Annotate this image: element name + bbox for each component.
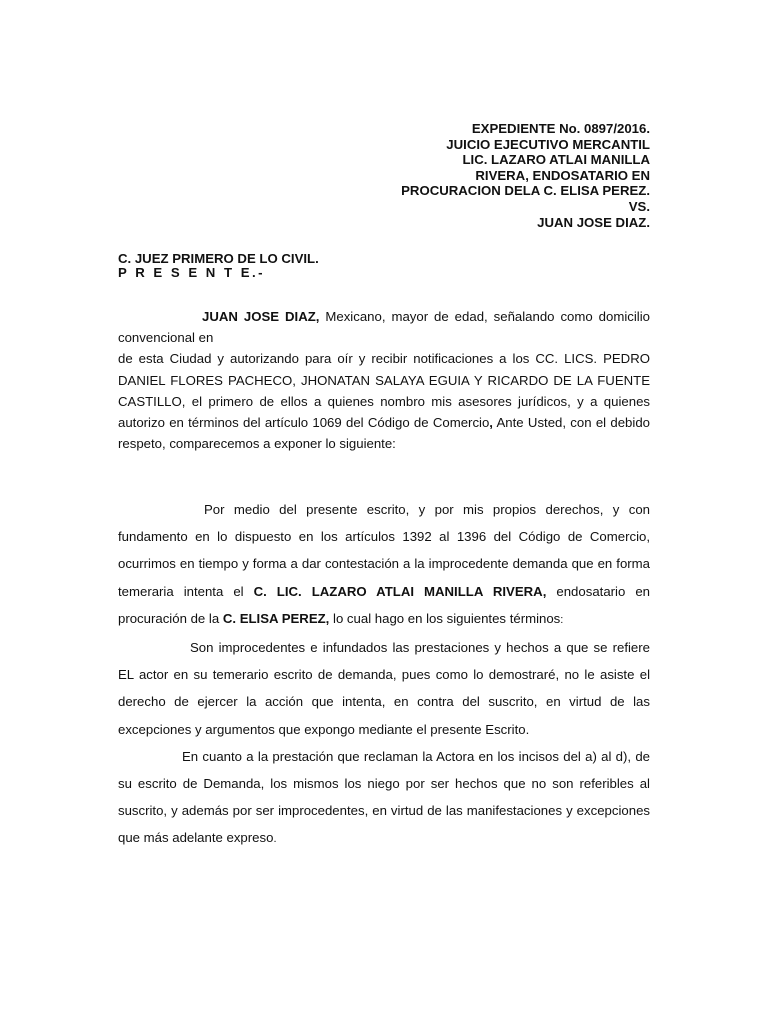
intro-paragraph-1: JUAN JOSE DIAZ, Mexicano, mayor de edad, señalando como domicilio convencional en bbox=[118, 309, 650, 346]
addressee bbox=[118, 252, 319, 280]
case-number: EXPEDIENTE No. 0897/2016. bbox=[471, 121, 650, 136]
presente-line: P R E S E N T E.- bbox=[118, 265, 266, 280]
defendant: JUAN JOSE DIAZ. bbox=[537, 214, 650, 230]
paragraph-claims: En cuanto a la prestación que reclaman la Actora en los incisos del a) al d), de su escrito de Demanda, los mismos los niego por ser hechos que no son referibles al suscrito, y además por ser improcedentes, en virtud de las manifestaciones y excepciones que más adelante expreso. bbox=[118, 748, 650, 846]
case-header bbox=[230, 121, 650, 230]
plaintiff-line-1: LIC. LAZARO ATLAI MANILLA bbox=[462, 152, 650, 168]
versus: VS. bbox=[628, 198, 650, 214]
endorser-name: C. ELISA PEREZ, bbox=[222, 610, 330, 626]
judge-line: C. JUEZ PRIMERO DE LO CIVIL. bbox=[118, 251, 319, 266]
paragraph-answer: Por medio del presente escrito, y por mis propios derechos, y con fundamento en lo dispuesto en los artículos 1392 al 1396 del Código de Comercio, ocurrimos en tiempo y forma a dar contestación a la improcedente demanda que en forma temeraria intenta el C. LIC. LAZARO ATLAI MANILLA RIVERA, endosatario en procuración de la C. ELISA PEREZ, lo cual hago en los siguientes términos: bbox=[118, 502, 650, 626]
plaintiff-line-2: RIVERA, ENDOSATARIO EN bbox=[475, 167, 650, 183]
case-type: JUICIO EJECUTIVO MERCANTIL bbox=[446, 136, 650, 152]
plaintiff-name: C. LIC. LAZARO ATLAI MANILLA RIVERA, bbox=[253, 583, 547, 599]
paragraph-improcedent: Son improcedentes e infundados las prestaciones y hechos a que se refiere EL actor en su temerario escrito de demanda, pues como lo demostraré, no le asiste el derecho de ejercer la acción que intenta, en contra del suscrito, en virtud de las excepciones y argumentos que expongo mediante el presente Escrito. bbox=[118, 640, 650, 737]
plaintiff-line-3: PROCURACION DELA C. ELISA PEREZ. bbox=[401, 183, 650, 199]
intro-section bbox=[118, 306, 650, 454]
defendant-name: JUAN JOSE DIAZ, bbox=[202, 309, 320, 324]
main-section bbox=[118, 496, 650, 854]
intro-paragraph-2: de esta Ciudad y autorizando para oír y recibir notificaciones a los CC. LICS. PEDRO DANIEL FLORES PACHECO, JHONATAN SALAYA EGUIA Y RICARDO DE LA FUENTE CASTILLO, el primero de ellos a quienes nombro mis asesores jurídicos, y a quienes autorizo en términos del artículo 1069 del Código de Comercio, Ante Usted, con el debido respeto, comparecemos a exponer lo siguiente: bbox=[118, 351, 650, 452]
